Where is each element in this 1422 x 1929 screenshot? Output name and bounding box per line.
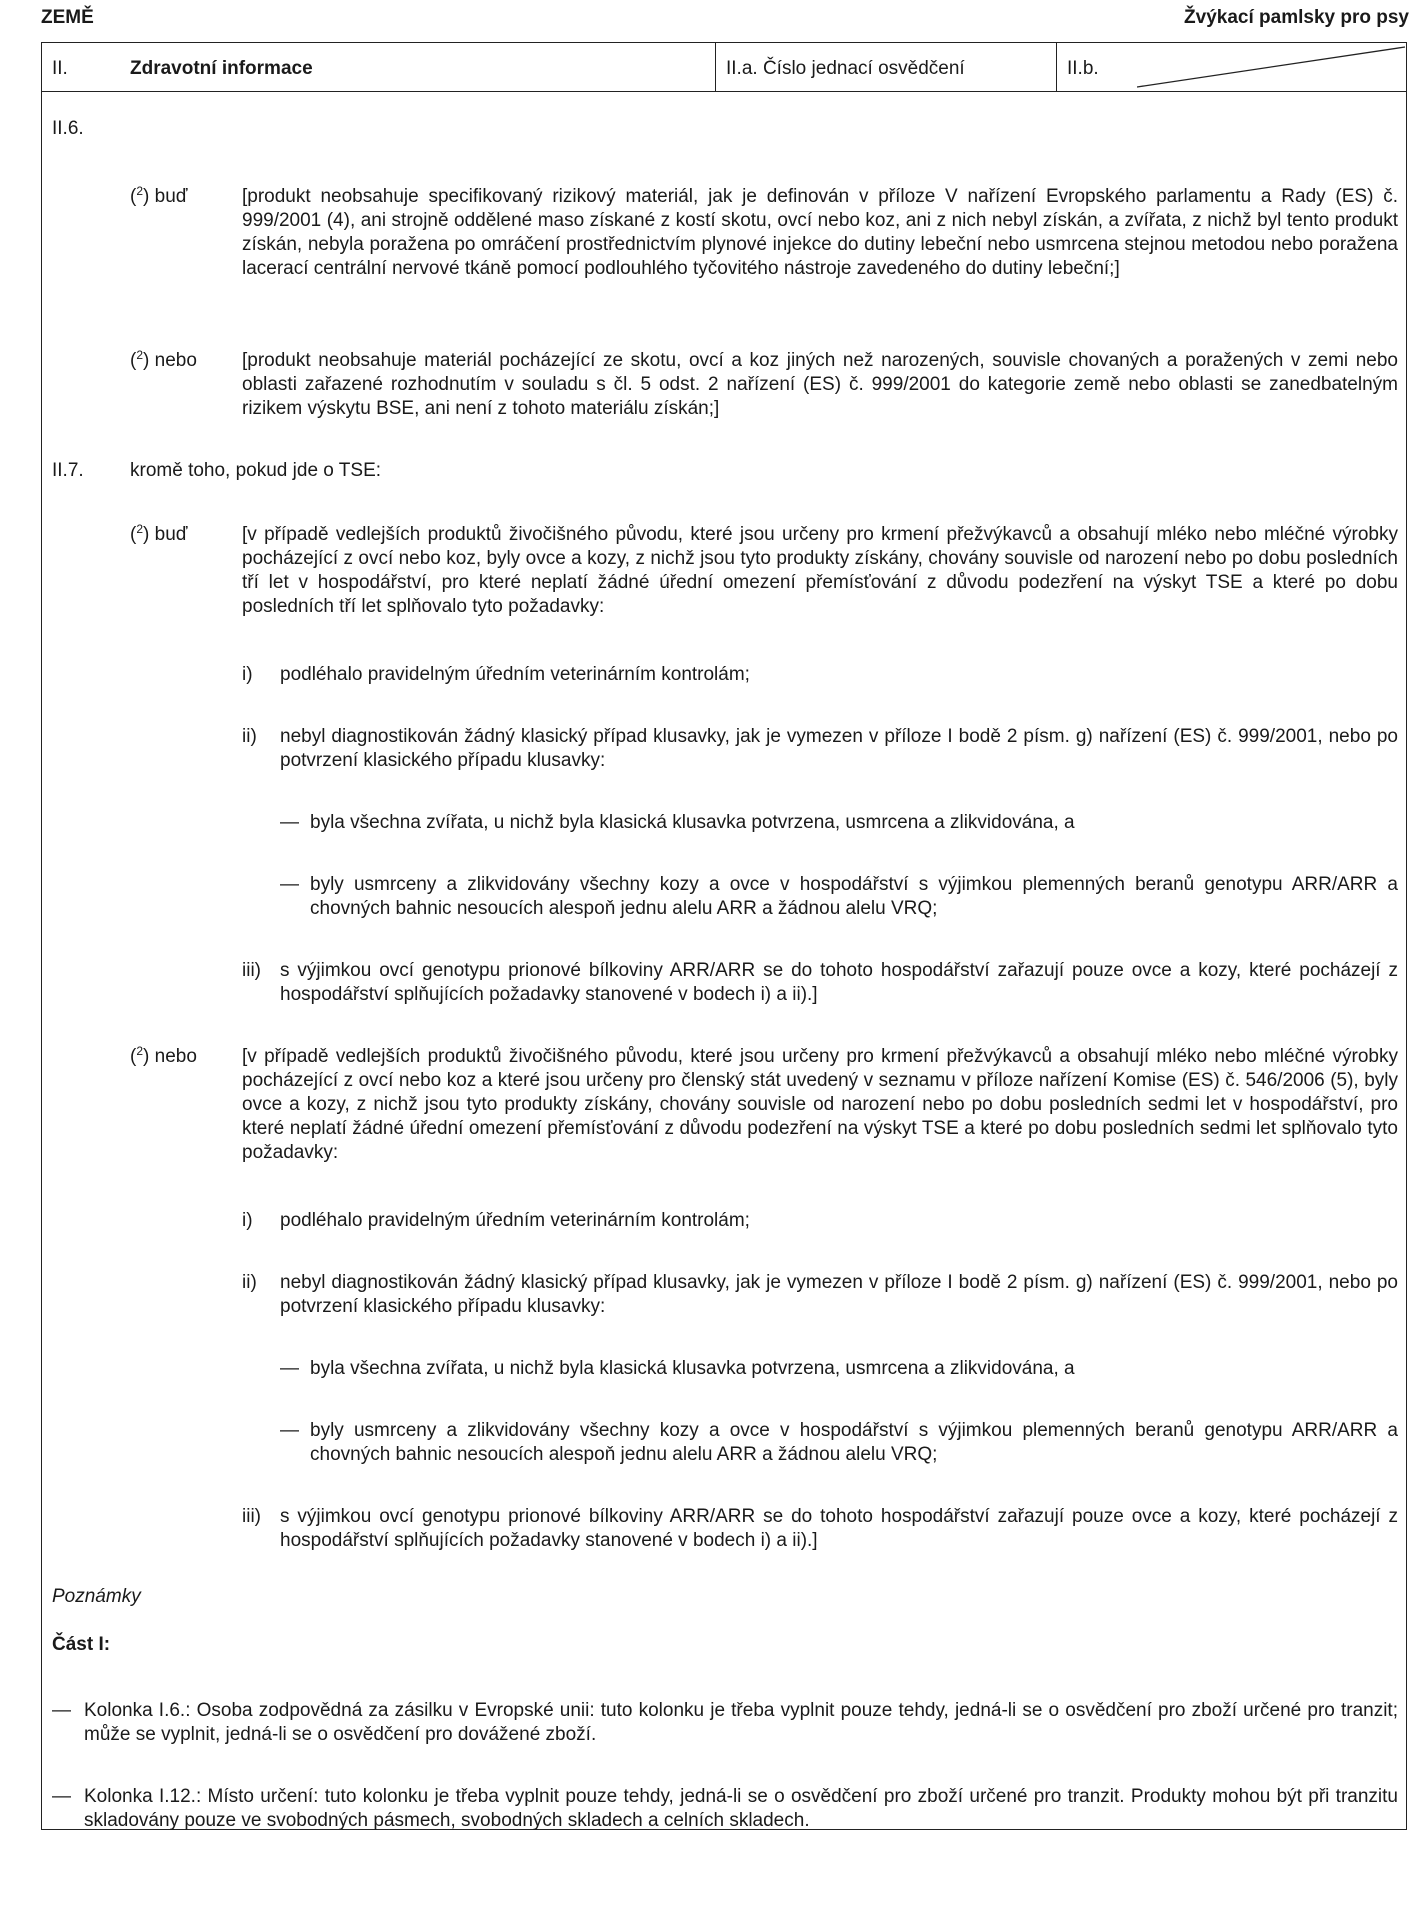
- clause-number: II.6.: [52, 118, 84, 139]
- item-label: ii): [242, 726, 257, 747]
- dash-marker: —: [280, 812, 299, 833]
- clause-text: [produkt neobsahuje specifikovaný rizikový materiál, jak je definován v příloze V nařízení Evropského parlamentu a Rady (ES) č. 999/2001 (4), ani strojně oddělené maso získané z kostí skotu, ovcí nebo koz, ani z nich nebyl získán, a zvířata, z nichž byl tento produkt získán, nebyla poražena po omráčení prostřednictvím plynové injekce do dutiny lebeční nebo usmrcena stejnou metodou nebo poražena lacerací centrální nervové tkáně pomocí podlouhlého tyčovitého nástroje zavedeného do dutiny lebeční;]: [242, 186, 1398, 279]
- dash-item-text: byla všechna zvířata, u nichž byla klasická klusavka potvrzena, usmrcena a zlikvidována, a: [310, 1358, 1075, 1379]
- certificate-frame: [41, 42, 1407, 1830]
- note-text: Kolonka I.12.: Místo určení: tuto kolonku je třeba vyplnit pouze tehdy, jedná-li se o osvědčení pro zboží určené pro tranzit. Produkty mohou být při tranzitu skladovány pouze ve svobodných pásmech, svobodných skladech a celních skladech.: [84, 1786, 1398, 1831]
- item-text: podléhalo pravidelným úředním veterinárním kontrolám;: [280, 664, 750, 685]
- dash-item-text: byly usmrceny a zlikvidovány všechny kozy a ovce v hospodářství s výjimkou plemenných beranů genotypu ARR/ARR a chovných bahnic nesoucích alespoň jednu alelu ARR a žádnou alelu VRQ;: [310, 874, 1398, 919]
- item-text: nebyl diagnostikován žádný klasický případ klusavky, jak je vymezen v příloze I bodě 2 písm. g) nařízení (ES) č. 999/2001, nebo po potvrzení klasického případu klusavky:: [280, 726, 1398, 771]
- clause-intro: kromě toho, pokud jde o TSE:: [130, 460, 382, 481]
- item-label: iii): [242, 1506, 261, 1527]
- item-label: i): [242, 1210, 253, 1231]
- country-header: ZEMĚ: [41, 7, 94, 28]
- reference-number-label: II.a. Číslo jednací osvědčení: [726, 58, 965, 79]
- item-text: s výjimkou ovcí genotypu prionové bílkoviny ARR/ARR se do tohoto hospodářství zařazují pouze ovce a kozy, které pocházejí z hospodářství splňujících požadavky stanovené v bodech i) a ii).]: [280, 960, 1398, 1005]
- field-iib-label: II.b.: [1067, 58, 1099, 79]
- option-marker: ($^2$) nebo: [130, 348, 197, 371]
- option-marker: ($^2$) buď: [130, 184, 188, 207]
- item-text: nebyl diagnostikován žádný klasický případ klusavky, jak je vymezen v příloze I bodě 2 písm. g) nařízení (ES) č. 999/2001, nebo po potvrzení klasického případu klusavky:: [280, 1272, 1398, 1317]
- section-number: II.: [52, 58, 68, 79]
- column-divider: [715, 43, 716, 91]
- notes-title: Poznámky: [52, 1586, 141, 1607]
- section-title: Zdravotní informace: [130, 58, 313, 79]
- item-label: iii): [242, 960, 261, 981]
- dash-marker: —: [280, 874, 299, 895]
- clause-text: [v případě vedlejších produktů živočišného původu, které jsou určeny pro krmení přežvýkavců a obsahují mléko nebo mléčné výrobky pocházející z ovcí nebo koz, byly ovce a kozy, z nichž jsou tyto produkty získány, chovány souvisle od narození nebo po dobu posledních tří let v hospodářství, pro které neplatí žádné úřední omezení přemísťování z důvodu podezření na výskyt TSE a které po dobu posledních tří let splňovalo tyto požadavky:: [242, 524, 1398, 617]
- option-marker: ($^2$) buď: [130, 522, 188, 545]
- diagonal-strike: [1137, 45, 1407, 89]
- item-label: i): [242, 664, 253, 685]
- dash-item-text: byla všechna zvířata, u nichž byla klasická klusavka potvrzena, usmrcena a zlikvidována, a: [310, 812, 1075, 833]
- item-text: s výjimkou ovcí genotypu prionové bílkoviny ARR/ARR se do tohoto hospodářství zařazují pouze ovce a kozy, které pocházejí z hospodářství splňujících požadavky stanovené v bodech i) a ii).]: [280, 1506, 1398, 1551]
- dash-marker: —: [280, 1420, 299, 1441]
- option-marker: ($^2$) nebo: [130, 1044, 197, 1067]
- item-text: podléhalo pravidelným úředním veterinárním kontrolám;: [280, 1210, 750, 1231]
- notes-part-title: Část I:: [52, 1634, 111, 1655]
- dash-item-text: byly usmrceny a zlikvidovány všechny kozy a ovce v hospodářství s výjimkou plemenných beranů genotypu ARR/ARR a chovných bahnic nesoucích alespoň jednu alelu ARR a žádnou alelu VRQ;: [310, 1420, 1398, 1465]
- item-label: ii): [242, 1272, 257, 1293]
- dash-marker: —: [52, 1786, 71, 1807]
- clause-number: II.7.: [52, 460, 84, 481]
- dash-marker: —: [52, 1700, 71, 1721]
- clause-text: [produkt neobsahuje materiál pocházející ze skotu, ovcí a koz jiných než narozených, souvisle chovaných a poražených v zemi nebo oblasti zařazené rozhodnutím v souladu s čl. 5 odst. 2 nařízení (ES) č. 999/2001 do kategorie země nebo oblasti se zanedbatelným rizikem výskytu BSE, ani není z tohoto materiálu získán;]: [242, 350, 1398, 419]
- column-divider: [1056, 43, 1057, 91]
- clause-text: [v případě vedlejších produktů živočišného původu, které jsou určeny pro krmení přežvýkavců a obsahují mléko nebo mléčné výrobky pocházející z ovcí nebo koz a které jsou určeny pro členský stát uvedený v seznamu v příloze nařízení Komise (ES) č. 546/2006 (5), byly ovce a kozy, z nichž jsou tyto produkty získány, chovány souvisle od narození nebo po dobu posledních sedmi let v hospodářství, pro které neplatí žádné úřední omezení přemísťování z důvodu podezření na výskyt TSE a které po dobu posledních sedmi let splňovalo tyto požadavky:: [242, 1046, 1398, 1163]
- header-row-divider: [42, 91, 1406, 92]
- note-text: Kolonka I.6.: Osoba zodpovědná za zásilku v Evropské unii: tuto kolonku je třeba vyplnit pouze tehdy, jedná-li se o osvědčení pro zboží určené pro tranzit; může se vyplnit, jedná-li se o osvědčení pro dovážené zboží.: [84, 1700, 1398, 1745]
- commodity-header: Žvýkací pamlsky pro psy: [1184, 7, 1409, 28]
- dash-marker: —: [280, 1358, 299, 1379]
